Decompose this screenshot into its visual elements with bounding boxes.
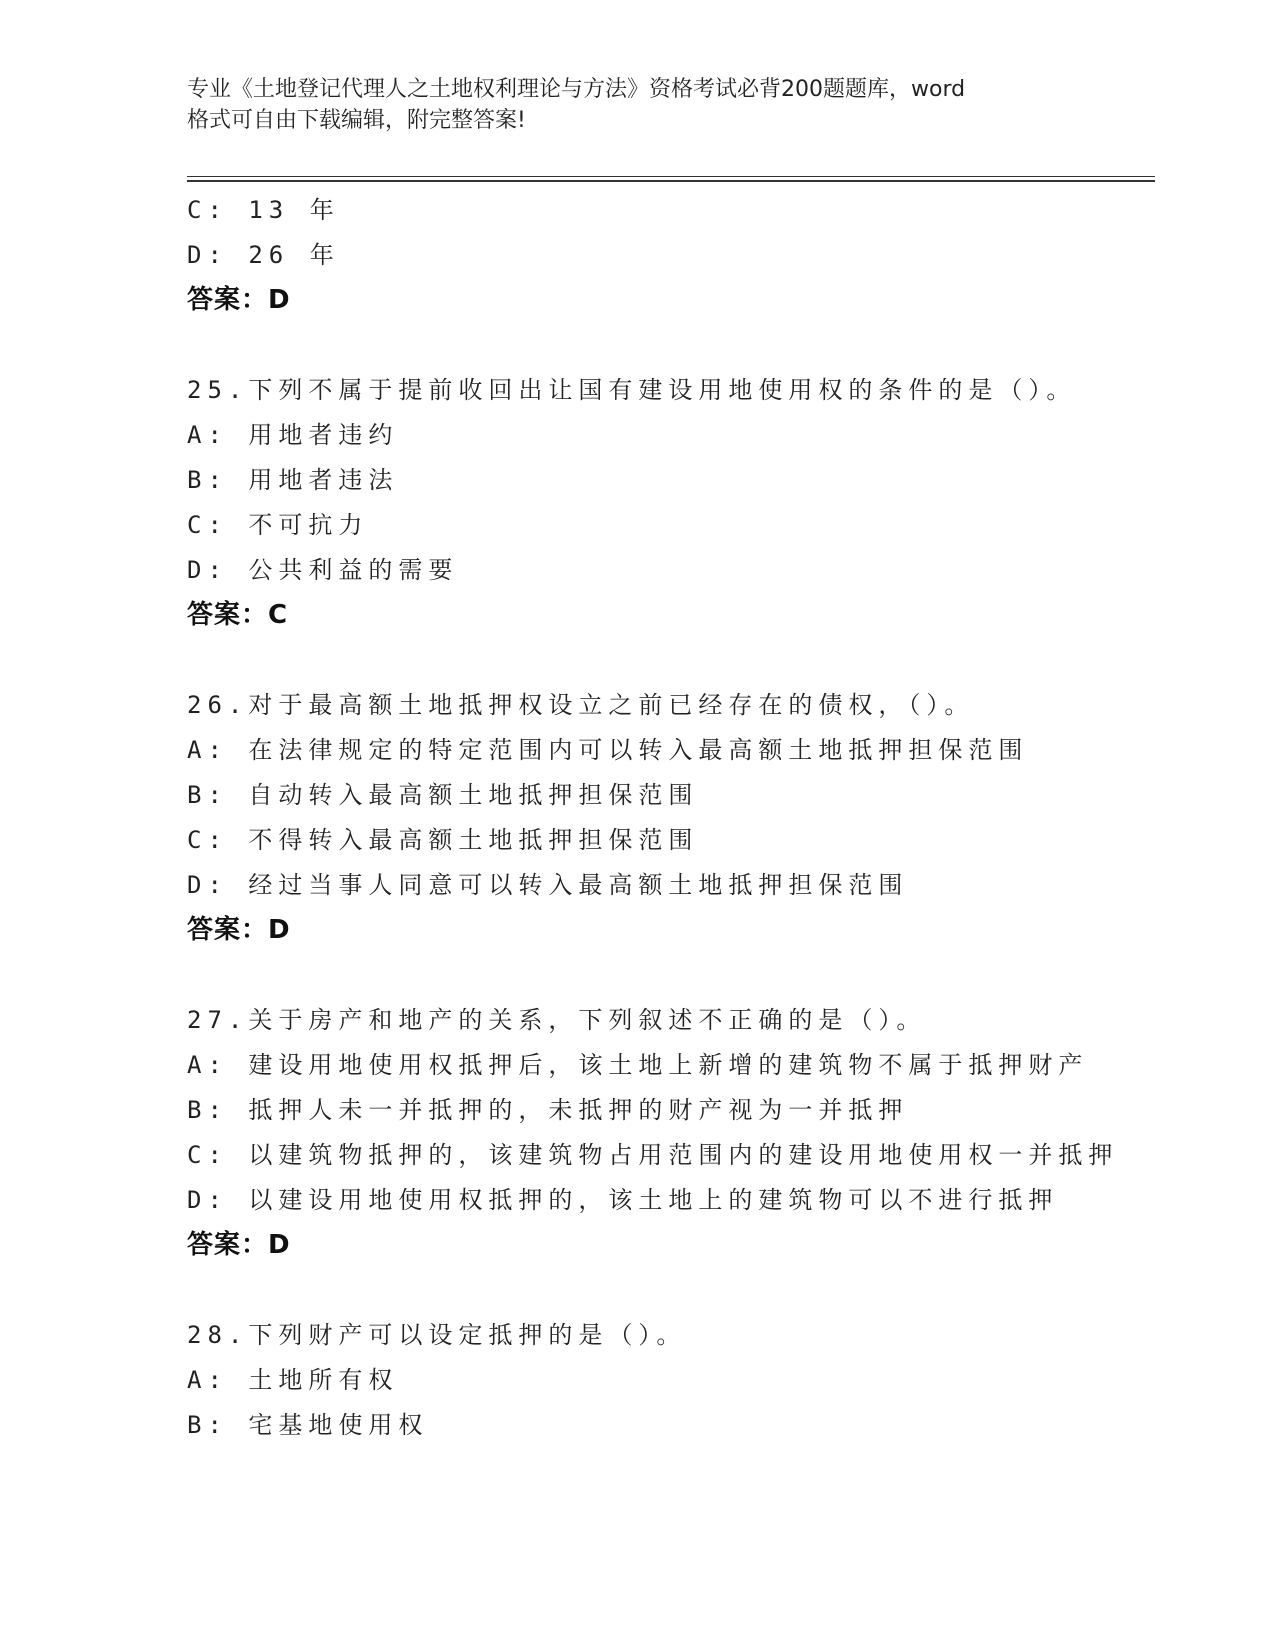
question-25-option-d [187,555,458,585]
option-text: 用地者违法 [248,466,399,494]
option-label: A: [187,1366,228,1394]
question-27-stem: 27.关于房产和地产的关系，下列叙述不正确的是（）。 [187,1006,927,1034]
option-text: 抵押人未一并抵押的，未抵押的财产视为一并抵押 [248,1096,909,1124]
option-text: 13 年 [248,196,340,224]
option-label: B: [187,466,228,494]
option-text: 不可抗力 [248,511,369,539]
header-title-line-2: 格式可自由下载编辑，附完整答案! [187,108,526,133]
option-text: 公共利益的需要 [248,556,459,584]
option-text: 以建设用地使用权抵押的，该土地上的建筑物可以不进行抵押 [248,1186,1059,1214]
option-text: 用地者违约 [248,421,399,449]
question-27-option-b [187,1095,908,1125]
option-text: 宅基地使用权 [248,1411,429,1439]
question-26-answer: 答案：D [187,915,291,945]
question-26-option-c [187,825,698,855]
header-title-line-1: 专业《土地登记代理人之土地权利理论与方法》资格考试必背200题题库，word [187,77,966,102]
option-text: 土地所有权 [248,1366,399,1394]
option-text: 在法律规定的特定范围内可以转入最高额土地抵押担保范围 [248,736,1029,764]
option-text: 26 年 [248,241,340,269]
question-25-answer: 答案：C [187,600,289,630]
option-text: 建设用地使用权抵押后，该土地上新增的建筑物不属于抵押财产 [248,1051,1089,1079]
option-label: C: [187,511,228,539]
option-c-prev [187,195,340,225]
question-27-answer: 答案：D [187,1230,291,1260]
question-25-option-c [187,510,368,540]
option-label: A: [187,736,228,764]
option-text: 不得转入最高额土地抵押担保范围 [248,826,699,854]
question-25-option-a [187,420,398,450]
question-26-stem: 26.对于最高额土地抵押权设立之前已经存在的债权，（）。 [187,691,975,719]
question-25-stem: 25.下列不属于提前收回出让国有建设用地使用权的条件的是（）。 [187,376,1077,404]
option-label: D: [187,241,228,269]
option-label: A: [187,1051,228,1079]
document-header [187,74,1087,136]
option-d-prev [187,240,340,270]
option-label: C: [187,826,228,854]
question-27-option-d [187,1185,1058,1215]
option-label: C: [187,1141,228,1169]
option-label: D: [187,556,228,584]
option-text: 经过当事人同意可以转入最高额土地抵押担保范围 [248,871,909,899]
question-25-option-b [187,465,398,495]
option-label: B: [187,1411,228,1439]
answer-prev: 答案：D [187,285,291,315]
option-label: D: [187,871,228,899]
question-28-option-a [187,1365,398,1395]
header-divider-thin [187,176,1155,177]
option-label: C: [187,196,228,224]
option-label: B: [187,781,228,809]
question-26-option-a [187,735,1028,765]
question-28-option-b [187,1410,428,1440]
option-text: 自动转入最高额土地抵押担保范围 [248,781,699,809]
header-divider-thick [187,180,1155,182]
question-27-option-a [187,1050,1088,1080]
question-27-option-c [187,1140,1118,1170]
option-label: D: [187,1186,228,1214]
question-26-option-b [187,780,698,810]
question-28-stem: 28.下列财产可以设定抵押的是（）。 [187,1321,687,1349]
option-label: A: [187,421,228,449]
option-text: 以建筑物抵押的，该建筑物占用范围内的建设用地使用权一并抵押 [248,1141,1119,1169]
question-26-option-d [187,870,908,900]
option-label: B: [187,1096,228,1124]
